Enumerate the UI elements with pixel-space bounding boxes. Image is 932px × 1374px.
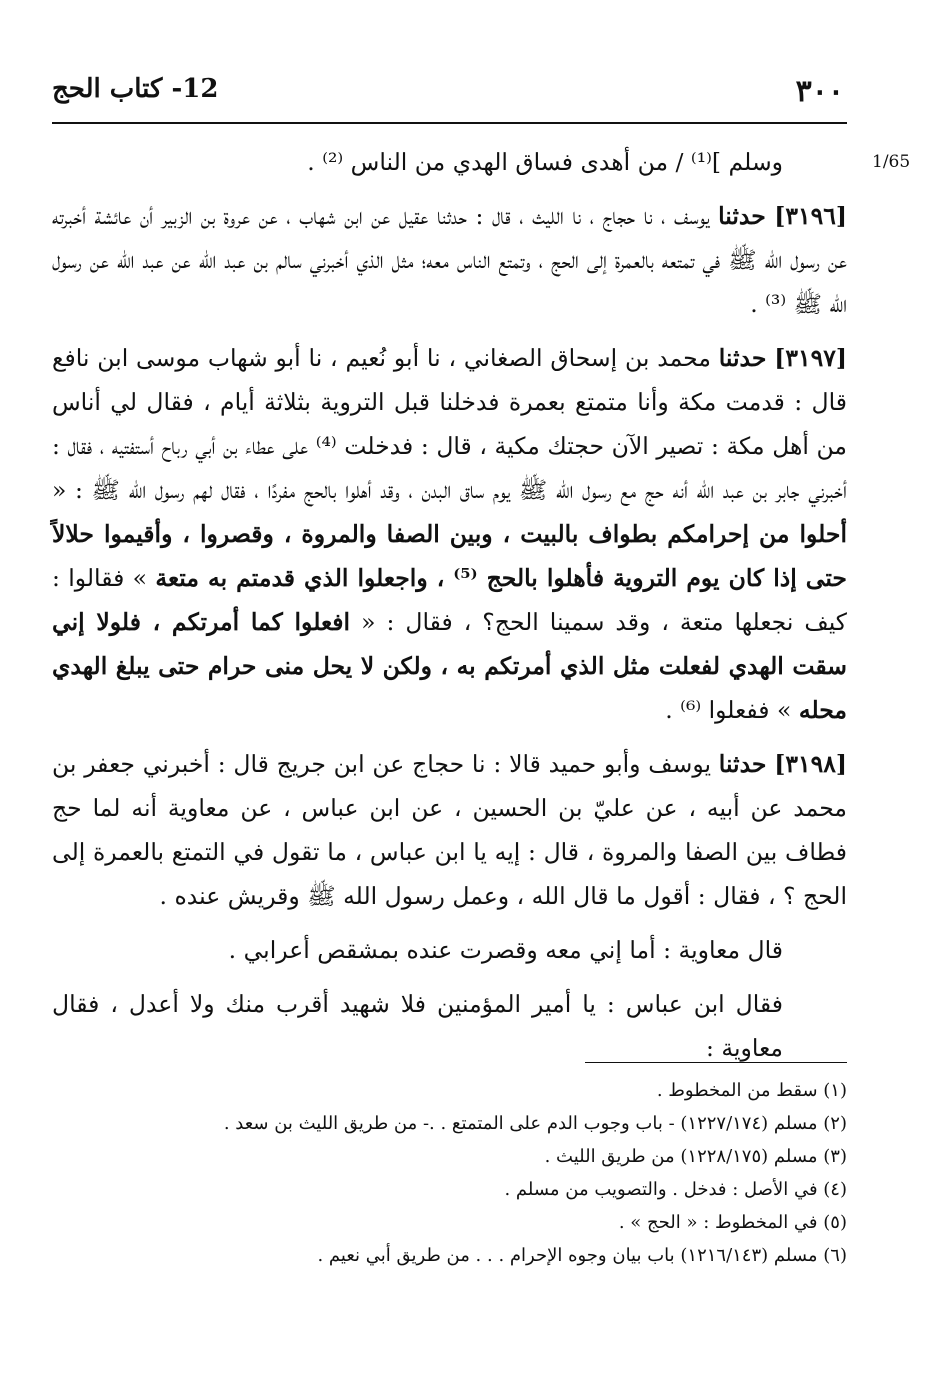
paragraph-ibn-abbas: فقال ابن عباس : يا أمير المؤمنين فلا شهيد أقرب منك ولا أعدل ، فقال معاوية : [52,990,783,1062]
footnotes [52,1074,847,1272]
footnote-5: (٥) في المخطوط : « الحج » . [618,1212,847,1233]
book-title: 12- كتاب الحج [52,74,219,104]
intro-line: وسلم ]⁽¹⁾ / من أهدى فساق الهدي من الناس ⁽²⁾ . [307,148,783,176]
manuscript-folio-marker: 1/65 [872,152,911,172]
hadith-label: حدثنا [718,202,766,230]
footnote-3: (٣) مسلم (١٢٢٨/١٧٥) من طريق الليث . [544,1146,847,1167]
hadith-text: » ففعلوا ⁽⁶⁾ . [665,696,792,724]
page-header [52,66,844,116]
hadith-number: [٣١٩٨] [774,750,847,778]
hadith-3198 [52,742,847,918]
hadith-3197 [52,336,847,732]
footnote-divider [585,1062,847,1063]
page-number: ٣٠٠ [795,74,844,109]
hadith-text: يوسف ، نا حجاج ، نا الليث ، قال : حدثنا عقيل عن ابن شهاب ، عن عروة بن الزبير أن عائشة أخبرته عن رسول الله ﷺ في تمتعه بالعمرة إلى الحج ، وتمتع الناس معه؛ مثل الذي أخبرني سالم بن عبد الله عن عبد الله عن رسول الله ﷺ ⁽³⁾ . [52,202,847,318]
hadith-text: محمد بن إسحاق الصغاني ، نا أبو نُعيم ، نا أبو شهاب موسى ابن نافع قال : قدمت مكة وأنا متمتع بعمرة فدخلنا قبل التروية بثلاثة أيام ، فقال لي أناس من أهل مكة : تصير الآن حجتك مكية ، قال : فدخلت ⁽⁴⁾ على عطاء بن أبي رباح أستفتيه ، فقال : أخبرني جابر بن عبد الله أنه حج مع رسول الله ﷺ يوم ساق البدن ، وقد أهلوا بالحج مفردًا ، فقال لهم رسول الله ﷺ : « [52,344,847,504]
paragraph-muawiya: قال معاوية : أما إني معه وقصرت عنده بمشقص أعرابي . [228,936,783,964]
main-text [52,140,847,1070]
footnote-4: (٤) في الأصل : فدخل . والتصويب من مسلم . [504,1179,847,1200]
hadith-number: [٣١٩٧] [774,344,847,372]
hadith-text: يوسف وأبو حميد قالا : نا حجاج عن ابن جريج قال : أخبرني جعفر بن محمد عن أبيه ، عن عليّ بن الحسين ، عن ابن عباس ، عن معاوية أنه لما حج فطاف بين الصفا والمروة ، قال : إيه يا ابن عباس ، ما تقول في التمتع بالعمرة إلى الحج ؟ ، فقال : أقول ما قال الله ، وعمل رسول الله ﷺ وقريش عنده . [52,750,847,910]
footnote-6: (٦) مسلم (١٢١٦/١٤٣) باب بيان وجوه الإحرام . . . من طريق أبي نعيم . [317,1245,847,1266]
hadith-label: حدثنا [718,344,767,372]
hadith-label: حدثنا [718,750,767,778]
hadith-text: » فقالوا : كيف نجعلها متعة ، وقد سمينا الحج؟ ، فقال : « [52,564,847,636]
hadith-number: [٣١٩٦] [774,202,847,230]
footnote-2: (٢) مسلم (١٢٢٧/١٧٤) - باب وجوب الدم على المتمتع . .- من طريق الليث بن سعد . [223,1113,847,1134]
hadith-3196 [52,194,847,326]
prophetic-saying: أحلوا من إحرامكم بطواف بالبيت ، وبين الصفا والمروة ، وقصروا ، وأقيموا حلالاً حتى إذا كان يوم التروية فأهلوا بالحج ⁽⁵⁾ ، واجعلوا الذي قدمتم به متعة [52,520,847,592]
prophetic-saying: افعلوا كما أمرتكم ، فلولا إني سقت الهدي لفعلت مثل الذي أمرتكم به ، ولكن لا يحل منى حرام حتى يبلغ الهدي محله [52,608,847,724]
footnote-1: (١) سقط من المخطوط . [656,1080,847,1101]
header-divider [52,122,847,124]
